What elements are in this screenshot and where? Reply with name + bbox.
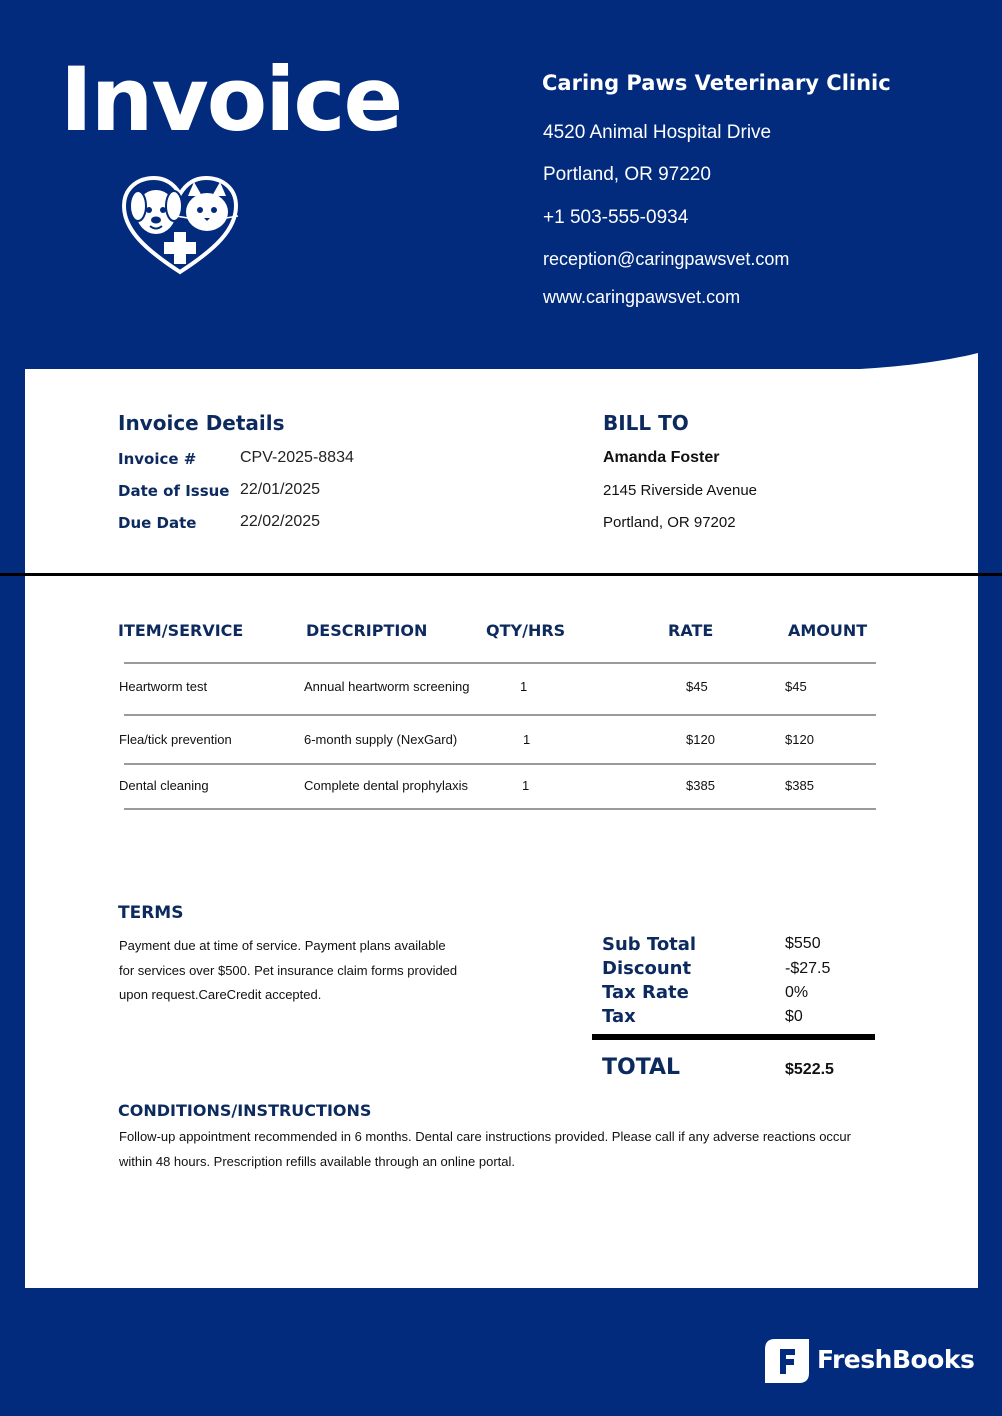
tax-label: Tax — [602, 1006, 636, 1027]
column-header-item: ITEM/SERVICE — [118, 621, 244, 640]
cell-description: 6-month supply (NexGard) — [304, 732, 458, 747]
section-divider — [0, 573, 1002, 576]
conditions-line: within 48 hours. Prescription refills available through an online portal. — [119, 1153, 515, 1169]
clinic-address-line1: 4520 Animal Hospital Drive — [543, 122, 772, 143]
invoice-number-value: CPV-2025-8834 — [240, 449, 354, 466]
table-row-divider — [124, 714, 876, 716]
cell-description: Annual heartworm screening — [304, 679, 470, 694]
invoice-details-heading: Invoice Details — [118, 411, 285, 435]
column-header-amount: AMOUNT — [788, 621, 868, 640]
column-header-rate: RATE — [668, 621, 714, 640]
terms-heading: TERMS — [118, 903, 184, 923]
clinic-website: www.caringpawsvet.com — [543, 287, 741, 307]
subtotal-value: $550 — [785, 935, 821, 952]
table-row-divider — [124, 662, 876, 664]
cell-qty: 1 — [520, 679, 528, 694]
total-divider — [592, 1034, 875, 1040]
tax-rate-value: 0% — [785, 984, 809, 1001]
conditions-line: Follow-up appointment recommended in 6 months. Dental care instructions provided. Please call if any adverse reactions occur — [119, 1129, 851, 1144]
freshbooks-f-icon — [765, 1339, 809, 1383]
cell-rate: $45 — [686, 679, 708, 694]
cell-amount: $45 — [785, 679, 807, 694]
cell-item: Flea/tick prevention — [119, 732, 232, 747]
cell-rate: $385 — [686, 778, 715, 793]
cell-qty: 1 — [523, 732, 531, 747]
terms-line: upon request.CareCredit accepted. — [119, 987, 322, 1002]
due-date-value: 22/02/2025 — [240, 513, 321, 530]
cell-item: Heartworm test — [119, 679, 208, 694]
column-header-qty: QTY/HRS — [486, 621, 566, 640]
cell-amount: $385 — [785, 778, 814, 793]
bill-to-address-line1: 2145 Riverside Avenue — [603, 482, 757, 499]
terms-line: Payment due at time of service. Payment plans available — [119, 938, 446, 953]
freshbooks-wordmark: FreshBooks — [817, 1345, 975, 1374]
total-value: $522.5 — [785, 1061, 834, 1078]
column-header-description: DESCRIPTION — [306, 621, 428, 640]
clinic-email: reception@caringpawsvet.com — [543, 249, 790, 269]
bill-to-heading: BILL TO — [603, 411, 689, 435]
table-row-divider — [124, 808, 876, 810]
bill-to-address-line2: Portland, OR 97202 — [603, 514, 736, 531]
clinic-phone: +1 503-555-0934 — [543, 207, 689, 228]
total-label: TOTAL — [602, 1055, 681, 1080]
cell-amount: $120 — [785, 732, 814, 747]
cell-qty: 1 — [522, 778, 530, 793]
dog-cat-heart-cross-icon — [116, 172, 244, 278]
due-date-label: Due Date — [118, 514, 197, 532]
cell-description: Complete dental prophylaxis — [304, 778, 469, 793]
conditions-text — [119, 1125, 881, 1174]
bill-to-name: Amanda Foster — [603, 449, 720, 466]
paper-curve-edge — [0, 340, 1002, 380]
tax-rate-label: Tax Rate — [602, 982, 689, 1003]
cell-item: Dental cleaning — [119, 778, 209, 793]
tax-value: $0 — [785, 1008, 803, 1025]
terms-text — [119, 934, 457, 1008]
subtotal-label: Sub Total — [602, 934, 697, 955]
discount-value: -$27.5 — [785, 960, 831, 977]
clinic-address-line2: Portland, OR 97220 — [543, 164, 711, 185]
conditions-heading: CONDITIONS/INSTRUCTIONS — [118, 1101, 372, 1120]
invoice-number-label: Invoice # — [118, 450, 197, 468]
clinic-name: Caring Paws Veterinary Clinic — [542, 71, 891, 95]
cell-rate: $120 — [686, 732, 715, 747]
terms-line: for services over $500. Pet insurance claim forms provided — [119, 962, 458, 978]
discount-label: Discount — [602, 958, 692, 979]
issue-date-value: 22/01/2025 — [240, 481, 321, 498]
issue-date-label: Date of Issue — [118, 482, 230, 500]
invoice-title: Invoice — [60, 48, 402, 151]
table-row-divider — [124, 763, 876, 765]
